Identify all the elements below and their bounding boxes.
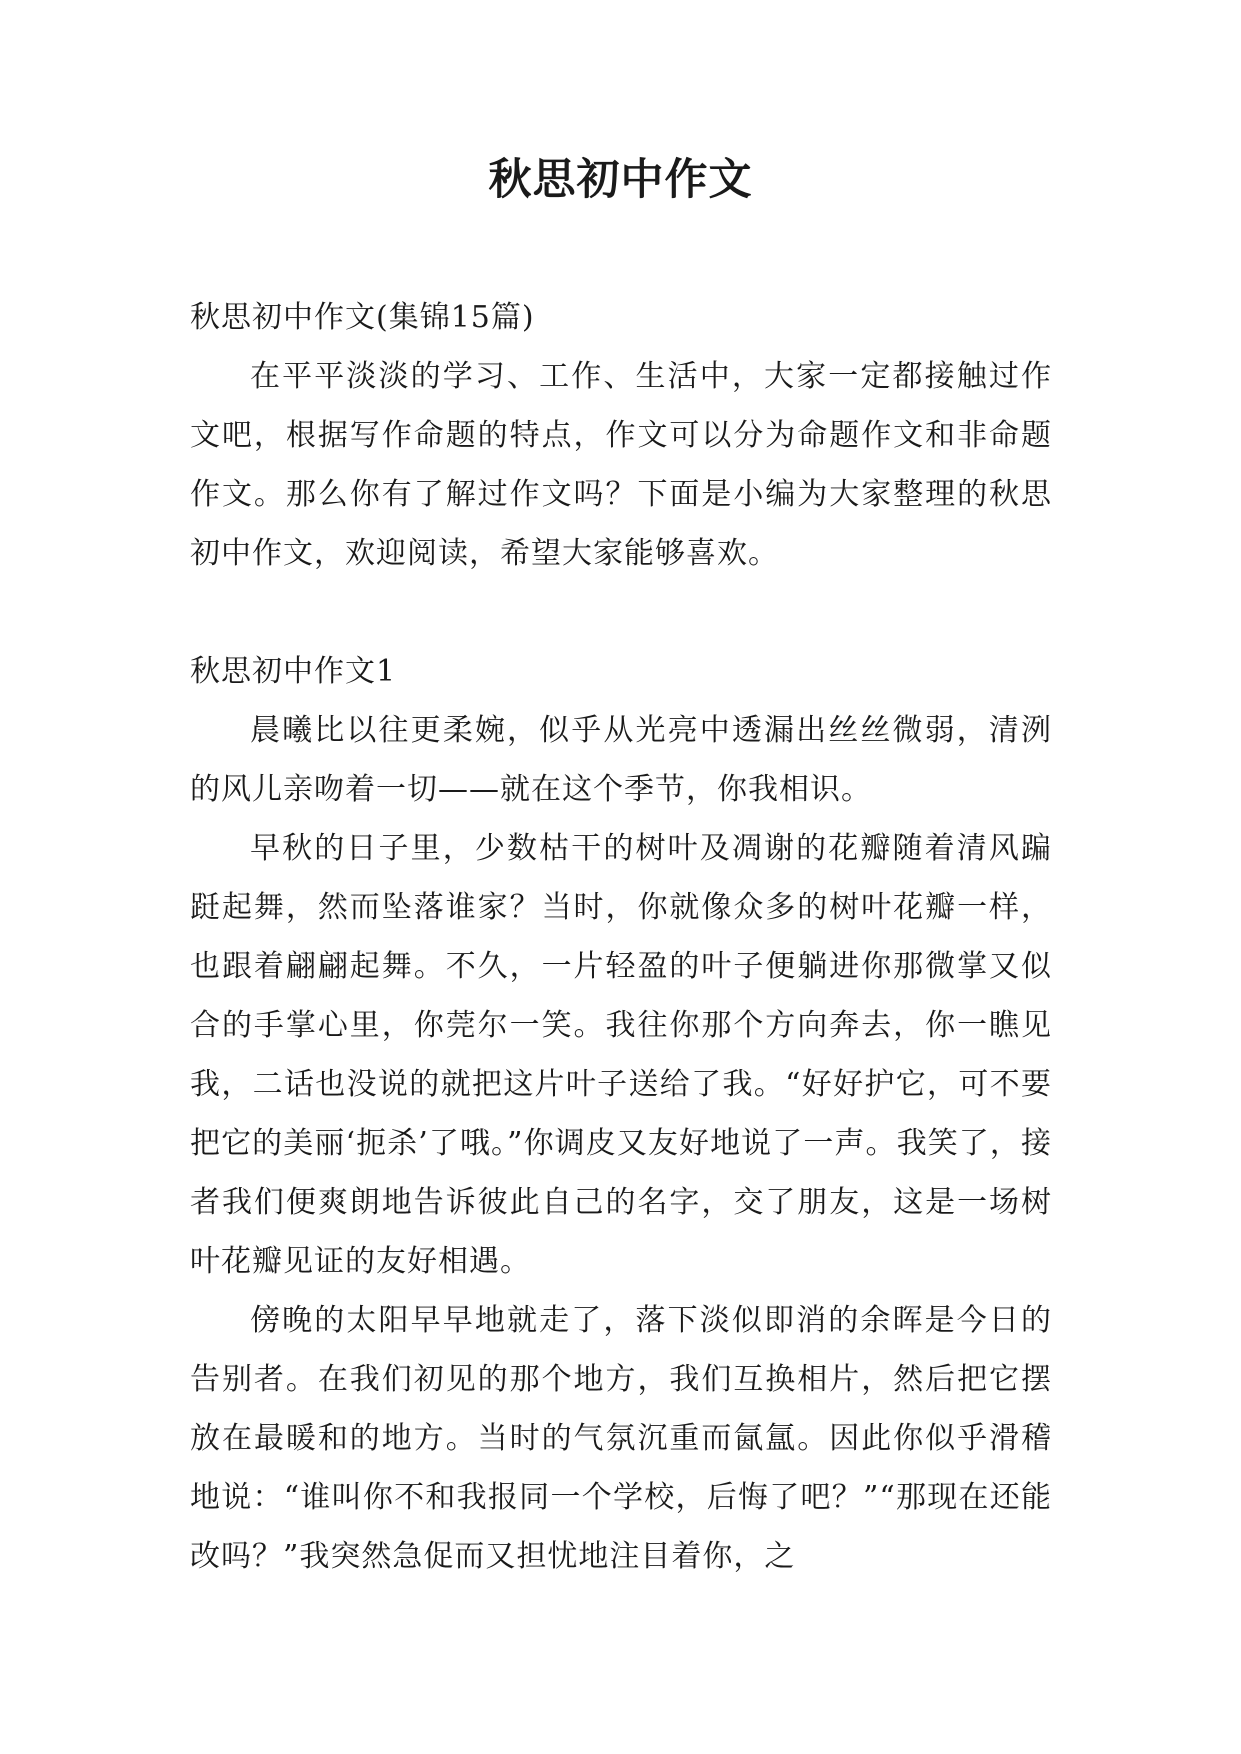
essay-heading: 秋思初中作文1	[190, 654, 397, 689]
document-body	[190, 288, 1052, 1586]
document-title: 秋思初中作文	[488, 155, 753, 205]
essay-paragraph: 傍晚的太阳早早地就走了，落下淡似即消的余晖是今日的告别者。在我们初见的那个地方，我们互换相片，然后把它摆放在最暖和的地方。当时的气氛沉重而氤氲。因此你似乎滑稽地说：“谁叫你不和我报同一个学校，后悔了吧？”“那现在还能改吗？”我突然急促而又担忧地注目着你，之	[190, 1303, 1052, 1574]
essay-paragraph: 晨曦比以往更柔婉，似乎从光亮中透漏出丝丝微弱，清洌的风儿亲吻着一切——就在这个季节，你我相识。	[190, 713, 1052, 807]
intro-paragraph: 在平平淡淡的学习、工作、生活中，大家一定都接触过作文吧，根据写作命题的特点，作文可以分为命题作文和非命题作文。那么你有了解过作文吗？下面是小编为大家整理的秋思初中作文，欢迎阅读，希望大家能够喜欢。	[190, 359, 1052, 571]
section-spacer	[190, 583, 1052, 642]
essay-paragraph: 早秋的日子里，少数枯干的树叶及凋谢的花瓣随着清风蹁跹起舞，然而坠落谁家？当时，你就像众多的树叶花瓣一样，也跟着翩翩起舞。不久，一片轻盈的叶子便躺进你那微掌又似合的手掌心里，你莞尔一笑。我往你那个方向奔去，你一瞧见我，二话也没说的就把这片叶子送给了我。“好好护它，可不要把它的美丽‘扼杀’了哦。”你调皮又友好地说了一声。我笑了，接者我们便爽朗地告诉彼此自己的名字，交了朋友，这是一场树叶花瓣见证的友好相遇。	[190, 831, 1052, 1279]
collection-heading: 秋思初中作文(集锦15篇)	[190, 300, 535, 335]
